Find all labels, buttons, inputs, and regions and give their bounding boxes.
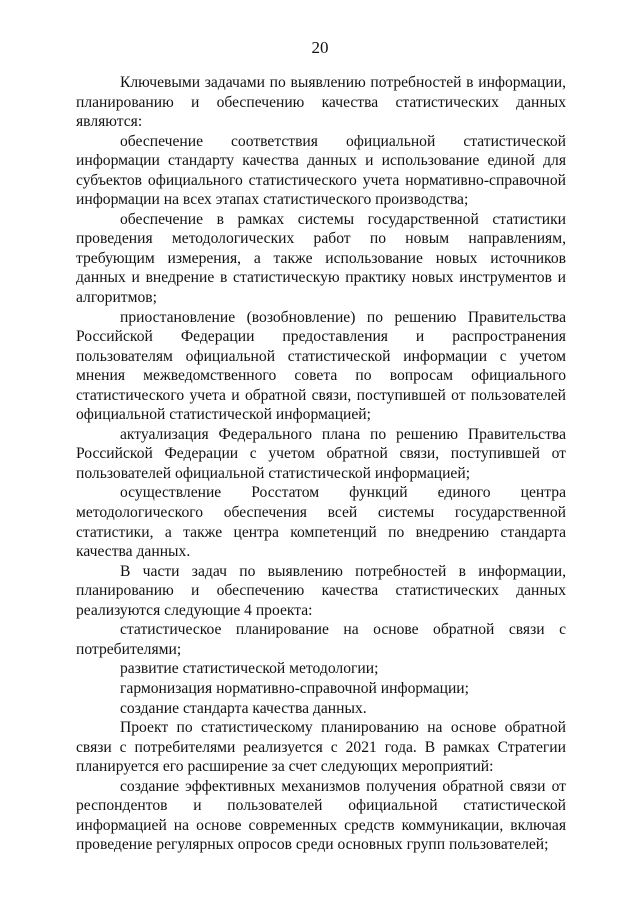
page-number: 20 xyxy=(311,38,329,57)
paragraph-projects-intro: В части задач по выявлению потребностей в информации, планированию и обеспечению качества статистических данных реализуются следующие 4 проекта: xyxy=(76,562,566,619)
paragraph-task-quality-standard: обеспечение соответствия официальной статистической информации стандарту качества данных и использование единой для субъектов официального статистического учета нормативно-справочной информации на всех этапах статистического производства; xyxy=(76,132,566,209)
paragraph-task-rosstat-center: осуществление Росстатом функций единого центра методологического обеспечения всей системы государственной статистики, а также центра компетенций по внедрению стандарта качества данных. xyxy=(76,484,566,561)
paragraph-planning-project: Проект по статистическому планированию на основе обратной связи с потребителями реализуется с 2021 года. В рамках Стратегии планируется его расширение за счет следующих мероприятий: xyxy=(76,719,566,776)
paragraph-task-federal-plan: актуализация Федерального плана по решению Правительства Российской Федерации с учетом обратной связи, поступившей от пользователей официальной статистической информацией; xyxy=(76,425,566,482)
document-body xyxy=(76,73,566,855)
list-item-project-harmonization: гармонизация нормативно-справочной информации; xyxy=(120,679,469,697)
paragraph-key-tasks-intro: Ключевыми задачами по выявлению потребностей в информации, планированию и обеспечению качества статистических данных являются: xyxy=(76,74,566,131)
list-item-project-methodology: развитие статистической методологии; xyxy=(120,660,379,678)
list-item-project-planning: статистическое планирование на основе обратной связи с потребителями; xyxy=(76,621,566,658)
paragraph-task-methodology-work: обеспечение в рамках системы государственной статистики проведения методологических работ по новым направлениям, требующим измерения, а также использование новых источников данных и внедрение в статистическую практику новых инструментов и алгоритмов; xyxy=(76,210,566,307)
list-item-project-quality-standard: создание стандарта качества данных. xyxy=(120,699,367,717)
list-item-feedback-mechanisms: создание эффективных механизмов получения обратной связи от респондентов и пользователей официальной статистической информацией на основе современных средств коммуникации, включая проведение регулярных опросов среди основных групп пользователей; xyxy=(76,777,566,854)
paragraph-task-suspension: приостановление (возобновление) по решению Правительства Российской Федерации предоставления и распространения пользователям официальной статистической информации с учетом мнения межведомственного совета по вопросам официального статистического учета и обратной связи, поступившей от пользователей официальной статистической информацией; xyxy=(76,308,566,424)
